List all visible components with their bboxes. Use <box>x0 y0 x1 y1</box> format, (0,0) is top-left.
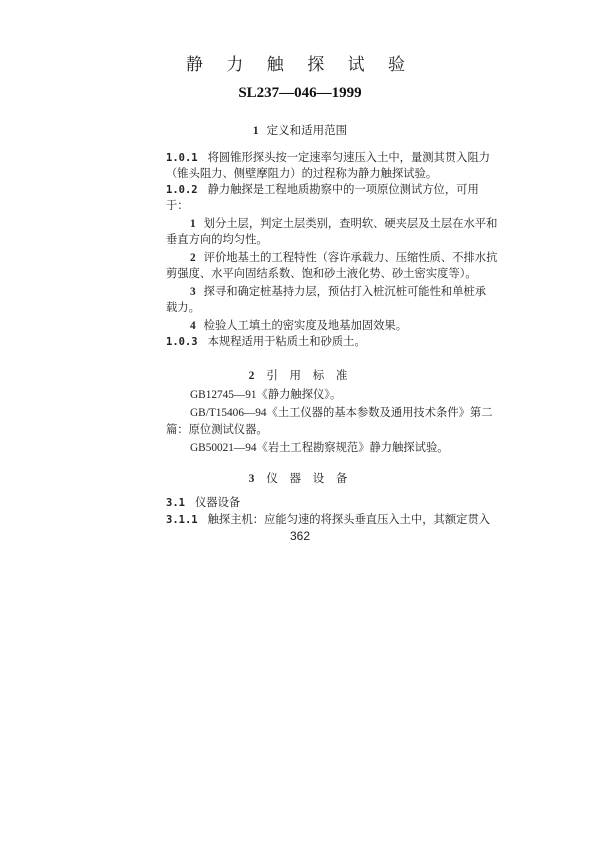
item-number: 3 <box>190 286 196 298</box>
item-number: 1 <box>190 218 196 230</box>
reference-3-line1: GB50021—94《岩土工程勘察规范》静力触探试验。 <box>190 442 449 454</box>
section-number: 2 <box>248 370 259 382</box>
item-2-line1 <box>190 251 530 265</box>
section-title: 仪 器 设 备 <box>266 471 352 485</box>
item-1-line1 <box>190 217 530 231</box>
section-title: 引 用 标 准 <box>266 368 352 382</box>
item-number: 4 <box>190 320 196 332</box>
clause-number: 1.0.2 <box>166 184 198 196</box>
reference-2-line2: 篇：原位测试仪器。 <box>166 423 268 436</box>
item-4-line1 <box>190 319 530 333</box>
item-text: 划分土层，判定土层类别，查明软、硬夹层及土层在水平和 <box>203 217 498 230</box>
item-1-line2: 垂直方向的均匀性。 <box>166 233 268 246</box>
clause-number: 3.1.1 <box>166 514 198 526</box>
section-3-heading <box>0 470 600 486</box>
clause-number: 1.0.1 <box>166 152 198 164</box>
reference-1-line1: GB12745—91《静力触探仪》。 <box>190 389 342 401</box>
clause-text: 静力触探是工程地质勘察中的一项原位测试方位，可用 <box>207 183 479 196</box>
clause-number: 3.1 <box>166 497 185 509</box>
clause-text: 将圆锥形探头按一定速率匀速压入土中，量测其贯入阻力 <box>207 151 491 164</box>
clause-1-0-1-line2: （锥头阻力、侧壁摩阻力）的过程称为静力触探试验。 <box>166 167 438 180</box>
item-number: 2 <box>190 252 196 264</box>
section-number: 3 <box>248 473 259 485</box>
document-title: 静 力 触 探 试 验 <box>185 55 415 75</box>
clause-1-0-3-line1 <box>166 335 506 349</box>
clause-1-0-2-line2: 于： <box>166 199 189 212</box>
clause-1-0-1-line1 <box>166 151 506 165</box>
page-number: 362 <box>289 529 311 543</box>
clause-3-1-1-line1 <box>166 513 506 527</box>
item-3-line2: 载力。 <box>166 301 200 314</box>
item-text: 评价地基土的工程特性（容许承载力、压缩性质、不排水抗 <box>203 251 498 264</box>
item-3-line1 <box>190 285 530 299</box>
section-title: 定义和适用范围 <box>266 123 348 137</box>
section-1-heading <box>0 122 600 138</box>
section-number: 1 <box>252 125 259 137</box>
reference-2-line1: GB/T15406—94《土工仪器的基本参数及通用技术条件》第二 <box>190 407 493 419</box>
standard-code: SL237—046—1999 <box>238 85 362 101</box>
item-2-line2: 剪强度、水平向固结系数、饱和砂土液化势、砂土密实度等）。 <box>166 267 477 280</box>
item-text: 检验人工填土的密实度及地基加固效果。 <box>203 319 408 332</box>
clause-text: 仪器设备 <box>194 496 241 509</box>
clause-1-0-2-line1 <box>166 183 506 197</box>
section-2-heading <box>0 367 600 383</box>
clause-3-1-line1 <box>166 496 506 510</box>
clause-number: 1.0.3 <box>166 336 198 348</box>
clause-text: 本规程适用于粘质土和砂质土。 <box>207 335 366 348</box>
item-text: 探寻和确定桩基持力层，预估打入桩沉桩可能性和单桩承 <box>203 285 487 298</box>
clause-text: 触探主机：应能匀速的将探头垂直压入土中，其额定贯入 <box>207 513 491 526</box>
